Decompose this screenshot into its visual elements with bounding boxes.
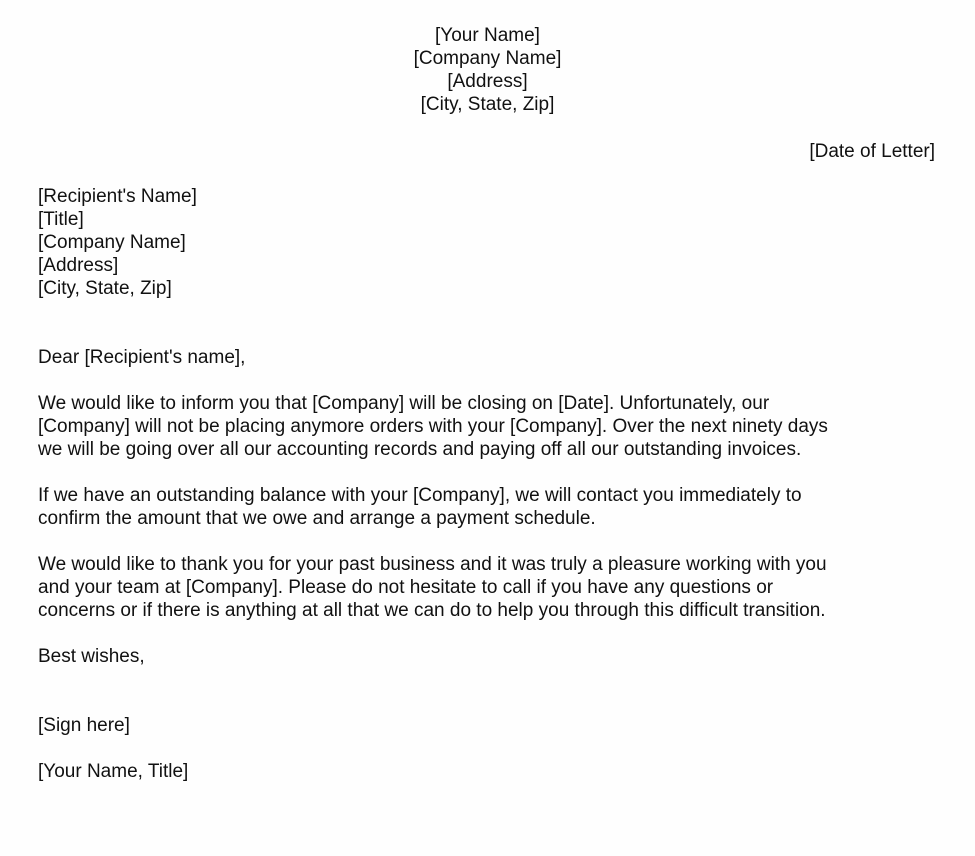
signer-name-title: [Your Name, Title] <box>38 761 189 782</box>
paragraph-line: If we have an outstanding balance with your [Company], we will contact you immediately to <box>38 485 802 506</box>
paragraph-line: we will be going over all our accounting records and paying off all our outstanding invoices. <box>38 439 802 460</box>
sender-company: [Company Name] <box>413 48 562 69</box>
paragraph-line: and your team at [Company]. Please do not hesitate to call if you have any questions or <box>38 577 774 598</box>
recipient-title: [Title] <box>38 209 84 230</box>
body-paragraph <box>38 392 938 461</box>
closing: Best wishes, <box>38 646 145 667</box>
sender-city-state-zip: [City, State, Zip] <box>420 94 555 115</box>
paragraph-line: [Company] will not be placing anymore orders with your [Company]. Over the next ninety days <box>38 416 828 437</box>
body-paragraph <box>38 484 938 530</box>
sender-block <box>0 24 975 116</box>
salutation: Dear [Recipient's name], <box>38 347 246 368</box>
recipient-block <box>38 185 197 300</box>
paragraph-line: confirm the amount that we owe and arrange a payment schedule. <box>38 508 596 529</box>
paragraph-line: We would like to thank you for your past business and it was truly a pleasure working with you <box>38 554 827 575</box>
signature-placeholder: [Sign here] <box>38 715 130 736</box>
sender-name: [Your Name] <box>435 25 540 46</box>
sender-address: [Address] <box>447 71 528 92</box>
letter-body <box>38 346 938 783</box>
letter-date: [Date of Letter] <box>809 141 935 162</box>
paragraph-line: We would like to inform you that [Company] will be closing on [Date]. Unfortunately, our <box>38 393 770 414</box>
recipient-company: [Company Name] <box>38 232 186 253</box>
recipient-name: [Recipient's Name] <box>38 186 197 207</box>
paragraph-line: concerns or if there is anything at all that we can do to help you through this difficult transition. <box>38 600 826 621</box>
body-paragraph <box>38 553 938 622</box>
recipient-address: [Address] <box>38 255 119 276</box>
recipient-city-state-zip: [City, State, Zip] <box>38 278 172 299</box>
